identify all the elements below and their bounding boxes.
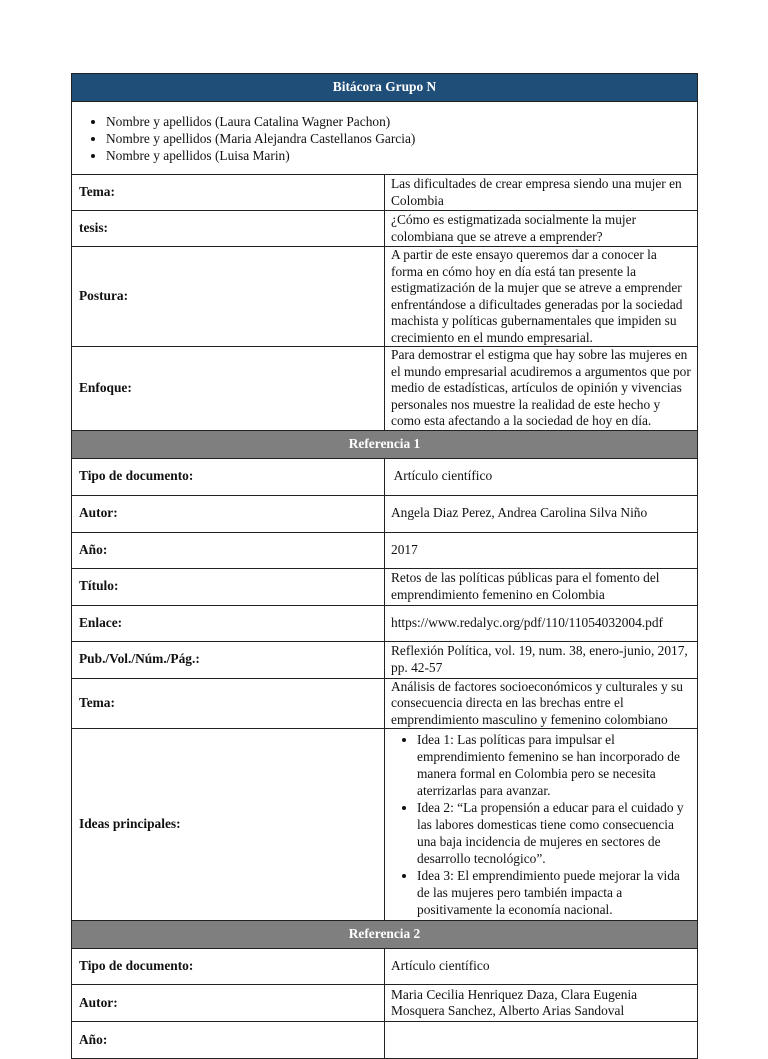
row-tesis <box>72 211 698 247</box>
row-value: Artículo científico <box>385 458 698 495</box>
row-label: Enlace: <box>72 605 385 641</box>
ref1-row-enlace <box>72 605 698 641</box>
row-value <box>385 1022 698 1059</box>
idea-item: • Idea 3: El emprendimiento puede mejorar la vida de las mujeres pero también impacta a positivamente la economía nacional. <box>417 867 691 918</box>
row-label: Tema: <box>72 678 385 729</box>
ref1-row-tema <box>72 678 698 729</box>
ref1-header-row <box>72 430 698 458</box>
idea-item: • Idea 1: Las políticas para impulsar el emprendimiento femenino se han incorporado de manera formal en Colombia pero se necesita aterrizarlas para avanzar. <box>417 731 691 799</box>
row-value: Para demostrar el estigma que hay sobre las mujeres en el mundo empresarial acudiremos a argumentos que por medio de estadísticas, artículos de opinión y vivencias personales nos muestre la realidad de este hecho y como esta afectando a la sociedad de hoy en día. <box>385 347 698 431</box>
table-header-row <box>72 74 698 102</box>
row-postura <box>72 247 698 347</box>
row-value: ¿Cómo es estigmatizada socialmente la mujer colombiana que se atreve a emprender? <box>385 211 698 247</box>
row-label: Enfoque: <box>72 347 385 431</box>
row-value: A partir de este ensayo queremos dar a conocer la forma en cómo hoy en día está tan presente la estigmatización de la mujer que se atreve a emprender enfrentándose a dificultades generadas por la sociedad machista y políticas gubernamentales que impiden su crecimiento en el mundo empresarial. <box>385 247 698 347</box>
members-row <box>72 102 698 175</box>
row-label: tesis: <box>72 211 385 247</box>
row-value: Maria Cecilia Henriquez Daza, Clara Eugenia Mosquera Sanchez, Alberto Arias Sandoval <box>385 985 698 1022</box>
row-label: Postura: <box>72 247 385 347</box>
bitacora-table <box>71 73 698 1059</box>
members-cell <box>72 102 698 175</box>
row-label: Pub./Vol./Núm./Pág.: <box>72 641 385 678</box>
row-label: Ideas principales: <box>72 729 385 921</box>
ref1-row-anio <box>72 532 698 568</box>
ideas-list <box>387 731 691 918</box>
row-tema <box>72 175 698 211</box>
ref2-row-anio <box>72 1022 698 1059</box>
ref1-row-tipo <box>72 458 698 495</box>
member-item: • Nombre y apellidos (Maria Alejandra Castellanos Garcia) <box>106 130 691 147</box>
row-label: Año: <box>72 1022 385 1059</box>
ref1-title: Referencia 1 <box>72 430 698 458</box>
row-label: Tipo de documento: <box>72 949 385 985</box>
row-label: Autor: <box>72 985 385 1022</box>
member-item: • Nombre y apellidos (Luisa Marin) <box>106 147 691 164</box>
ref2-title: Referencia 2 <box>72 921 698 949</box>
row-label: Título: <box>72 568 385 605</box>
ref2-row-autor <box>72 985 698 1022</box>
row-value: 2017 <box>385 532 698 568</box>
idea-item: • Idea 2: “La propensión a educar para el cuidado y las labores domesticas tiene como consecuencia una baja incidencia de mujeres en sectores de desarrollo tecnológico”. <box>417 799 691 867</box>
ref2-row-tipo <box>72 949 698 985</box>
row-value: Análisis de factores socioeconómicos y culturales y su consecuencia directa en las brechas entre el emprendimiento masculino y femenino colombiano <box>385 678 698 729</box>
row-enfoque <box>72 347 698 431</box>
row-value: Las dificultades de crear empresa siendo una mujer en Colombia <box>385 175 698 211</box>
ref1-row-pub <box>72 641 698 678</box>
table-title: Bitácora Grupo N <box>72 74 698 102</box>
ref1-row-titulo <box>72 568 698 605</box>
member-item: • Nombre y apellidos (Laura Catalina Wagner Pachon) <box>106 113 691 130</box>
row-value: Artículo científico <box>385 949 698 985</box>
row-value: Angela Diaz Perez, Andrea Carolina Silva Niño <box>385 495 698 532</box>
ref1-row-ideas <box>72 729 698 921</box>
row-value: Retos de las políticas públicas para el fomento del emprendimiento femenino en Colombia <box>385 568 698 605</box>
ref2-header-row <box>72 921 698 949</box>
ref1-row-autor <box>72 495 698 532</box>
row-label: Año: <box>72 532 385 568</box>
row-value: https://www.redalyc.org/pdf/110/11054032004.pdf <box>385 605 698 641</box>
row-value: Reflexión Política, vol. 19, num. 38, enero-junio, 2017, pp. 42-57 <box>385 641 698 678</box>
row-label: Tipo de documento: <box>72 458 385 495</box>
row-label: Autor: <box>72 495 385 532</box>
row-label: Tema: <box>72 175 385 211</box>
bitacora-sheet <box>71 73 698 1059</box>
ideas-cell <box>385 729 698 921</box>
members-list <box>76 113 691 164</box>
